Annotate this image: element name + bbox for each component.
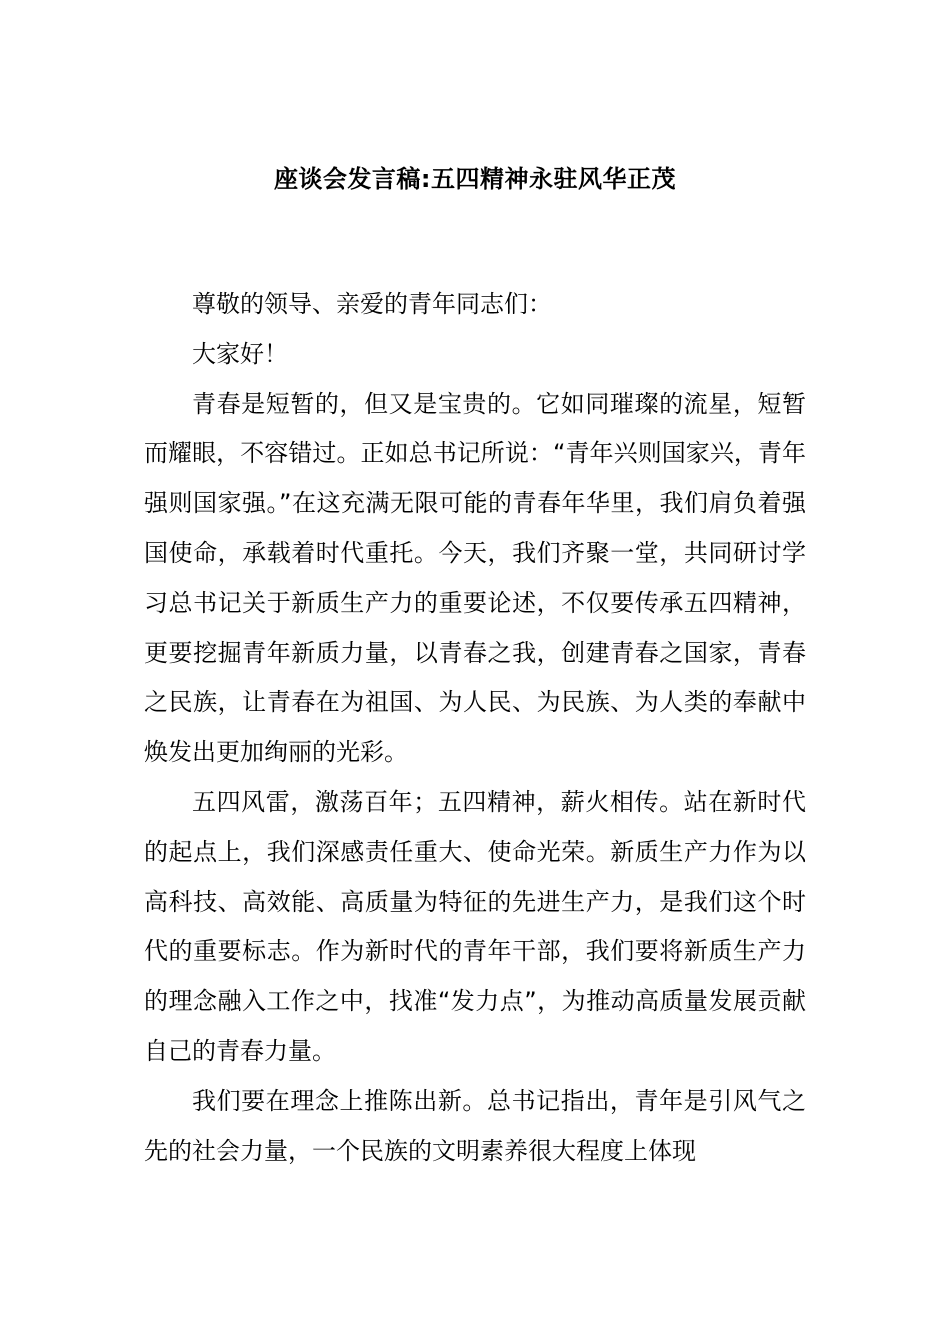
body-paragraph: 我们要在理念上推陈出新。总书记指出，青年是引风气之先的社会力量，一个民族的文明素养很大程度上体现 [144, 1086, 806, 1165]
greeting-paragraph: 大家好！ [192, 339, 288, 368]
page-title: 座谈会发言稿:五四精神永驻风华正茂 [273, 165, 677, 193]
salutation-paragraph: 尊敬的领导、亲爱的青年同志们： [192, 290, 552, 318]
body-paragraph: 五四风雷，激荡百年；五四精神，薪火相传。站在新时代的起点上，我们深感责任重大、使命光荣。新质生产力作为以高科技、高效能、高质量为特征的先进生产力，是我们这个时代的重要标志。作为新时代的青年干部，我们要将新质生产力的理念融入工作之中，找准“发力点”，为推动高质量发展贡献自己的青春力量。 [144, 787, 806, 1065]
document-body [144, 280, 806, 1176]
body-paragraph: 青春是短暂的，但又是宝贵的。它如同璀璨的流星，短暂而耀眼，不容错过。正如总书记所说：“青年兴则国家兴，青年强则国家强。”在这充满无限可能的青春年华里，我们肩负着强国使命，承载着时代重托。今天，我们齐聚一堂，共同研讨学习总书记关于新质生产力的重要论述，不仅要传承五四精神，更要挖掘青年新质力量，以青春之我，创建青春之国家，青春之民族，让青春在为祖国、为人民、为民族、为人类的奉献中焕发出更加绚丽的光彩。 [144, 389, 806, 767]
